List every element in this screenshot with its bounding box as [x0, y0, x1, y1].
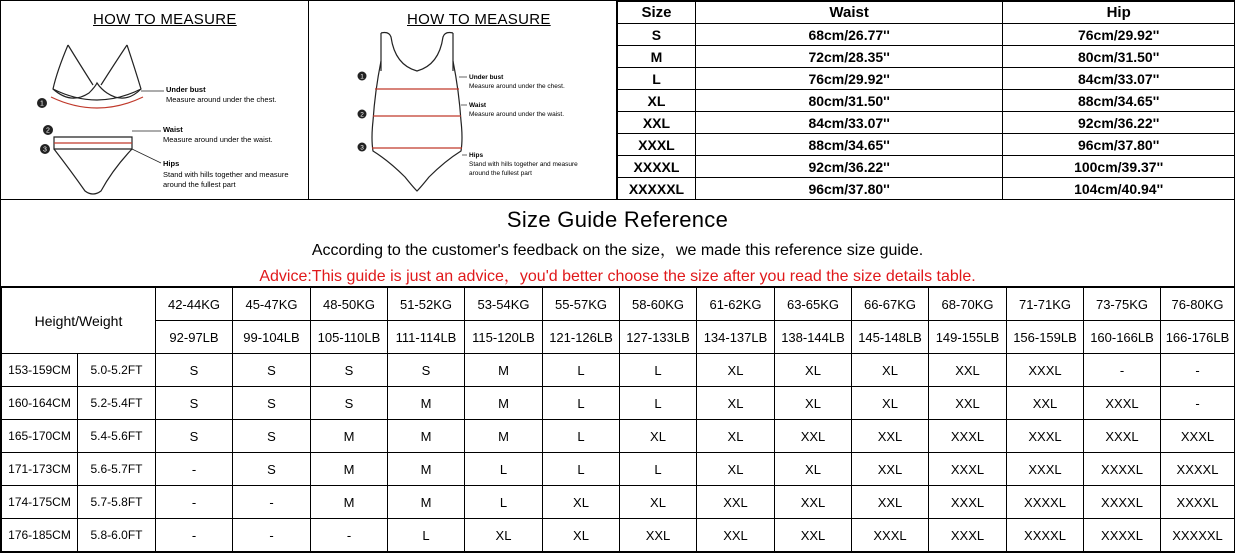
- marker-2: 2: [46, 127, 50, 135]
- waist-cell: 68cm/26.77'': [695, 24, 1002, 46]
- size-recommendation-cell: XXL: [852, 486, 929, 519]
- waist-cell: 84cm/33.07'': [695, 112, 1002, 134]
- guide-advice: Advice:This guide is just an advice，you'd better choose the size after you read the size details table.: [259, 268, 976, 285]
- size-recommendation-cell: XXL: [929, 354, 1007, 387]
- table-row: [2, 453, 1235, 486]
- size-recommendation-cell: XL: [852, 387, 929, 420]
- table-row: [618, 90, 1235, 112]
- height-cm-cell: 153-159CM: [2, 354, 78, 387]
- size-recommendation-cell: XXL: [1007, 387, 1084, 420]
- size-recommendation-cell: XXXXL: [1084, 486, 1161, 519]
- waist-label: Waist: [469, 102, 487, 109]
- table-row: [618, 178, 1235, 200]
- size-recommendation-cell: XXL: [775, 420, 852, 453]
- weight-lb-header: 111-114LB: [388, 321, 465, 354]
- size-recommendation-cell: XXXL: [929, 420, 1007, 453]
- size-recommendation-cell: L: [620, 354, 697, 387]
- size-recommendation-cell: S: [156, 420, 233, 453]
- hips-desc-line1: Stand with hills together and measure: [163, 170, 289, 179]
- size-recommendation-cell: M: [465, 420, 543, 453]
- table-row: [618, 134, 1235, 156]
- size-recommendation-cell: XXXXL: [1007, 519, 1084, 552]
- hips-desc-line2: around the fullest part: [163, 180, 236, 189]
- size-recommendation-cell: S: [233, 354, 311, 387]
- table-row: [2, 420, 1235, 453]
- size-recommendation-cell: L: [543, 453, 620, 486]
- marker-3: 3: [43, 146, 47, 154]
- table-row: [2, 486, 1235, 519]
- weight-lb-header: 156-159LB: [1007, 321, 1084, 354]
- marker-1: 1: [360, 73, 364, 81]
- weight-kg-header: 68-70KG: [929, 288, 1007, 321]
- marker-1: 1: [40, 100, 44, 108]
- size-recommendation-cell: XXL: [852, 420, 929, 453]
- size-cell: L: [618, 68, 696, 90]
- size-recommendation-cell: XXXL: [1007, 453, 1084, 486]
- size-cell: XL: [618, 90, 696, 112]
- size-recommendation-cell: XXXXL: [1161, 486, 1235, 519]
- size-recommendation-cell: XXXL: [1084, 387, 1161, 420]
- hip-cell: 96cm/37.80'': [1003, 134, 1235, 156]
- size-cell: S: [618, 24, 696, 46]
- size-recommendation-cell: XXXL: [1084, 420, 1161, 453]
- size-recommendation-cell: XXXL: [852, 519, 929, 552]
- size-recommendation-cell: -: [1161, 354, 1235, 387]
- size-recommendation-cell: XXXL: [929, 519, 1007, 552]
- marker-2: 2: [360, 111, 364, 119]
- size-recommendation-cell: L: [620, 453, 697, 486]
- table-row: [2, 519, 1235, 552]
- header-hip: Hip: [1003, 2, 1235, 24]
- size-recommendation-cell: XXXL: [1161, 420, 1235, 453]
- hips-desc-line1: Stand with hills together and measure: [469, 161, 578, 168]
- size-recommendation-cell: XL: [775, 354, 852, 387]
- weight-kg-header: 45-47KG: [233, 288, 311, 321]
- size-recommendation-cell: XXXL: [929, 486, 1007, 519]
- size-cell: XXL: [618, 112, 696, 134]
- size-recommendation-cell: XL: [543, 519, 620, 552]
- guide-title: Size Guide Reference: [506, 207, 729, 232]
- size-recommendation-cell: XL: [697, 420, 775, 453]
- header-waist: Waist: [695, 2, 1002, 24]
- size-recommendation-cell: M: [465, 354, 543, 387]
- size-recommendation-cell: L: [543, 420, 620, 453]
- hip-cell: 84cm/33.07'': [1003, 68, 1235, 90]
- size-recommendation-cell: M: [388, 420, 465, 453]
- size-recommendation-cell: -: [1161, 387, 1235, 420]
- panel-title: HOW TO MEASURE: [407, 11, 551, 28]
- size-recommendation-cell: -: [1084, 354, 1161, 387]
- size-recommendation-cell: XXL: [620, 519, 697, 552]
- weight-lb-header: 115-120LB: [465, 321, 543, 354]
- how-to-measure-panel-swimsuit: [309, 1, 617, 199]
- under-bust-label: Under bust: [166, 85, 206, 94]
- waist-cell: 88cm/34.65'': [695, 134, 1002, 156]
- size-recommendation-cell: M: [465, 387, 543, 420]
- weight-lb-header: 121-126LB: [543, 321, 620, 354]
- hip-cell: 92cm/36.22'': [1003, 112, 1235, 134]
- table-row: [618, 156, 1235, 178]
- size-recommendation-cell: S: [311, 387, 388, 420]
- table-row: [618, 112, 1235, 134]
- size-recommendation-cell: XXL: [852, 453, 929, 486]
- size-recommendation-cell: XXL: [775, 486, 852, 519]
- weight-lb-header: 166-176LB: [1161, 321, 1235, 354]
- weight-lb-header: 160-166LB: [1084, 321, 1161, 354]
- size-recommendation-cell: S: [388, 354, 465, 387]
- size-recommendation-cell: -: [233, 486, 311, 519]
- size-recommendation-cell: M: [311, 486, 388, 519]
- weight-lb-header: 99-104LB: [233, 321, 311, 354]
- size-recommendation-cell: M: [388, 453, 465, 486]
- height-ft-cell: 5.4-5.6FT: [78, 420, 156, 453]
- size-recommendation-cell: M: [388, 387, 465, 420]
- size-recommendation-cell: L: [620, 387, 697, 420]
- size-recommendation-cell: L: [465, 486, 543, 519]
- waist-cell: 96cm/37.80'': [695, 178, 1002, 200]
- waist-cell: 76cm/29.92'': [695, 68, 1002, 90]
- size-recommendation-cell: S: [233, 453, 311, 486]
- size-recommendation-cell: -: [311, 519, 388, 552]
- size-recommendation-cell: XXXL: [1007, 354, 1084, 387]
- size-recommendation-cell: L: [543, 387, 620, 420]
- size-guide-intro: [1, 199, 1234, 287]
- height-cm-cell: 165-170CM: [2, 420, 78, 453]
- weight-kg-header: 76-80KG: [1161, 288, 1235, 321]
- guide-description: According to the customer's feedback on the size，we made this reference size guide.: [311, 242, 924, 259]
- size-recommendation-cell: S: [233, 420, 311, 453]
- size-recommendation-cell: XXL: [929, 387, 1007, 420]
- weight-lb-header: 149-155LB: [929, 321, 1007, 354]
- waist-cell: 80cm/31.50'': [695, 90, 1002, 112]
- table-row: [618, 68, 1235, 90]
- weight-lb-header: 134-137LB: [697, 321, 775, 354]
- hip-cell: 100cm/39.37'': [1003, 156, 1235, 178]
- weight-kg-header: 58-60KG: [620, 288, 697, 321]
- size-recommendation-cell: S: [233, 387, 311, 420]
- size-recommendation-cell: S: [311, 354, 388, 387]
- size-recommendation-cell: XXXXL: [1084, 453, 1161, 486]
- hip-cell: 104cm/40.94'': [1003, 178, 1235, 200]
- height-cm-cell: 174-175CM: [2, 486, 78, 519]
- size-cell: XXXXL: [618, 156, 696, 178]
- size-recommendation-cell: XL: [775, 387, 852, 420]
- size-recommendation-cell: XXXXL: [1161, 453, 1235, 486]
- weight-kg-header: 63-65KG: [775, 288, 852, 321]
- size-recommendation-cell: -: [233, 519, 311, 552]
- table-row: [618, 24, 1235, 46]
- size-recommendation-cell: M: [388, 486, 465, 519]
- size-recommendation-cell: XL: [620, 486, 697, 519]
- size-table-header: [618, 2, 1235, 24]
- weight-kg-header: 73-75KG: [1084, 288, 1161, 321]
- height-weight-label: Height/Weight: [2, 288, 156, 354]
- weight-kg-header: 42-44KG: [156, 288, 233, 321]
- size-measurement-table: [617, 1, 1235, 200]
- size-recommendation-cell: XXL: [697, 519, 775, 552]
- height-cm-cell: 171-173CM: [2, 453, 78, 486]
- size-recommendation-cell: XXXXXL: [1161, 519, 1235, 552]
- table-row: [2, 387, 1235, 420]
- marker-3: 3: [360, 144, 364, 152]
- hips-label: Hips: [469, 152, 484, 159]
- size-recommendation-cell: S: [156, 387, 233, 420]
- size-recommendation-cell: L: [543, 354, 620, 387]
- table-row: [2, 354, 1235, 387]
- size-recommendation-cell: XL: [697, 354, 775, 387]
- waist-label: Waist: [163, 125, 183, 134]
- weight-kg-header: 51-52KG: [388, 288, 465, 321]
- panel-title: HOW TO MEASURE: [93, 11, 237, 28]
- size-recommendation-cell: M: [311, 453, 388, 486]
- size-recommendation-cell: XXXXL: [1007, 486, 1084, 519]
- height-ft-cell: 5.2-5.4FT: [78, 387, 156, 420]
- table-row: [618, 46, 1235, 68]
- weight-kg-header: 61-62KG: [697, 288, 775, 321]
- size-recommendation-cell: XL: [852, 354, 929, 387]
- under-bust-desc: Measure around under the chest.: [469, 83, 565, 90]
- size-recommendation-cell: M: [311, 420, 388, 453]
- waist-desc: Measure around under the waist.: [469, 111, 565, 118]
- height-cm-cell: 160-164CM: [2, 387, 78, 420]
- size-recommendation-cell: XXL: [697, 486, 775, 519]
- size-recommendation-cell: XL: [775, 453, 852, 486]
- height-ft-cell: 5.7-5.8FT: [78, 486, 156, 519]
- weight-kg-header: 55-57KG: [543, 288, 620, 321]
- size-recommendation-cell: L: [465, 453, 543, 486]
- under-bust-label: Under bust: [469, 74, 504, 81]
- hips-label: Hips: [163, 159, 180, 168]
- size-recommendation-cell: XXXL: [929, 453, 1007, 486]
- how-to-measure-panel-bikini: [1, 1, 309, 199]
- waist-desc: Measure around under the waist.: [163, 135, 273, 144]
- size-recommendation-cell: XL: [543, 486, 620, 519]
- size-recommendation-cell: XXL: [775, 519, 852, 552]
- size-recommendation-cell: XL: [465, 519, 543, 552]
- weight-lb-header: 92-97LB: [156, 321, 233, 354]
- height-ft-cell: 5.0-5.2FT: [78, 354, 156, 387]
- swimsuit-illustration: [309, 1, 617, 199]
- hip-cell: 80cm/31.50'': [1003, 46, 1235, 68]
- size-recommendation-cell: S: [156, 354, 233, 387]
- weight-kg-header: 66-67KG: [852, 288, 929, 321]
- size-recommendation-cell: L: [388, 519, 465, 552]
- weight-lb-header: 127-133LB: [620, 321, 697, 354]
- hips-desc-line2: around the fullest part: [469, 170, 532, 177]
- size-recommendation-cell: XL: [697, 453, 775, 486]
- size-recommendation-cell: XL: [620, 420, 697, 453]
- size-recommendation-cell: -: [156, 453, 233, 486]
- hip-cell: 88cm/34.65'': [1003, 90, 1235, 112]
- under-bust-desc: Measure around under the chest.: [166, 95, 277, 104]
- waist-cell: 92cm/36.22'': [695, 156, 1002, 178]
- size-cell: XXXXXL: [618, 178, 696, 200]
- height-cm-cell: 176-185CM: [2, 519, 78, 552]
- hip-cell: 76cm/29.92'': [1003, 24, 1235, 46]
- size-recommendation-cell: XXXXL: [1084, 519, 1161, 552]
- weight-kg-header: 71-71KG: [1007, 288, 1084, 321]
- height-ft-cell: 5.8-6.0FT: [78, 519, 156, 552]
- weight-kg-header: 48-50KG: [311, 288, 388, 321]
- weight-kg-row: [2, 288, 1235, 321]
- header-size: Size: [618, 2, 696, 24]
- size-cell: M: [618, 46, 696, 68]
- size-recommendation-cell: -: [156, 486, 233, 519]
- weight-kg-header: 53-54KG: [465, 288, 543, 321]
- height-weight-size-grid: [1, 287, 1235, 552]
- weight-lb-header: 105-110LB: [311, 321, 388, 354]
- size-recommendation-cell: XXXL: [1007, 420, 1084, 453]
- weight-lb-header: 145-148LB: [852, 321, 929, 354]
- size-cell: XXXL: [618, 134, 696, 156]
- weight-lb-header: 138-144LB: [775, 321, 852, 354]
- waist-cell: 72cm/28.35'': [695, 46, 1002, 68]
- size-recommendation-cell: XL: [697, 387, 775, 420]
- weight-lb-row: [2, 321, 1235, 354]
- height-ft-cell: 5.6-5.7FT: [78, 453, 156, 486]
- size-recommendation-cell: -: [156, 519, 233, 552]
